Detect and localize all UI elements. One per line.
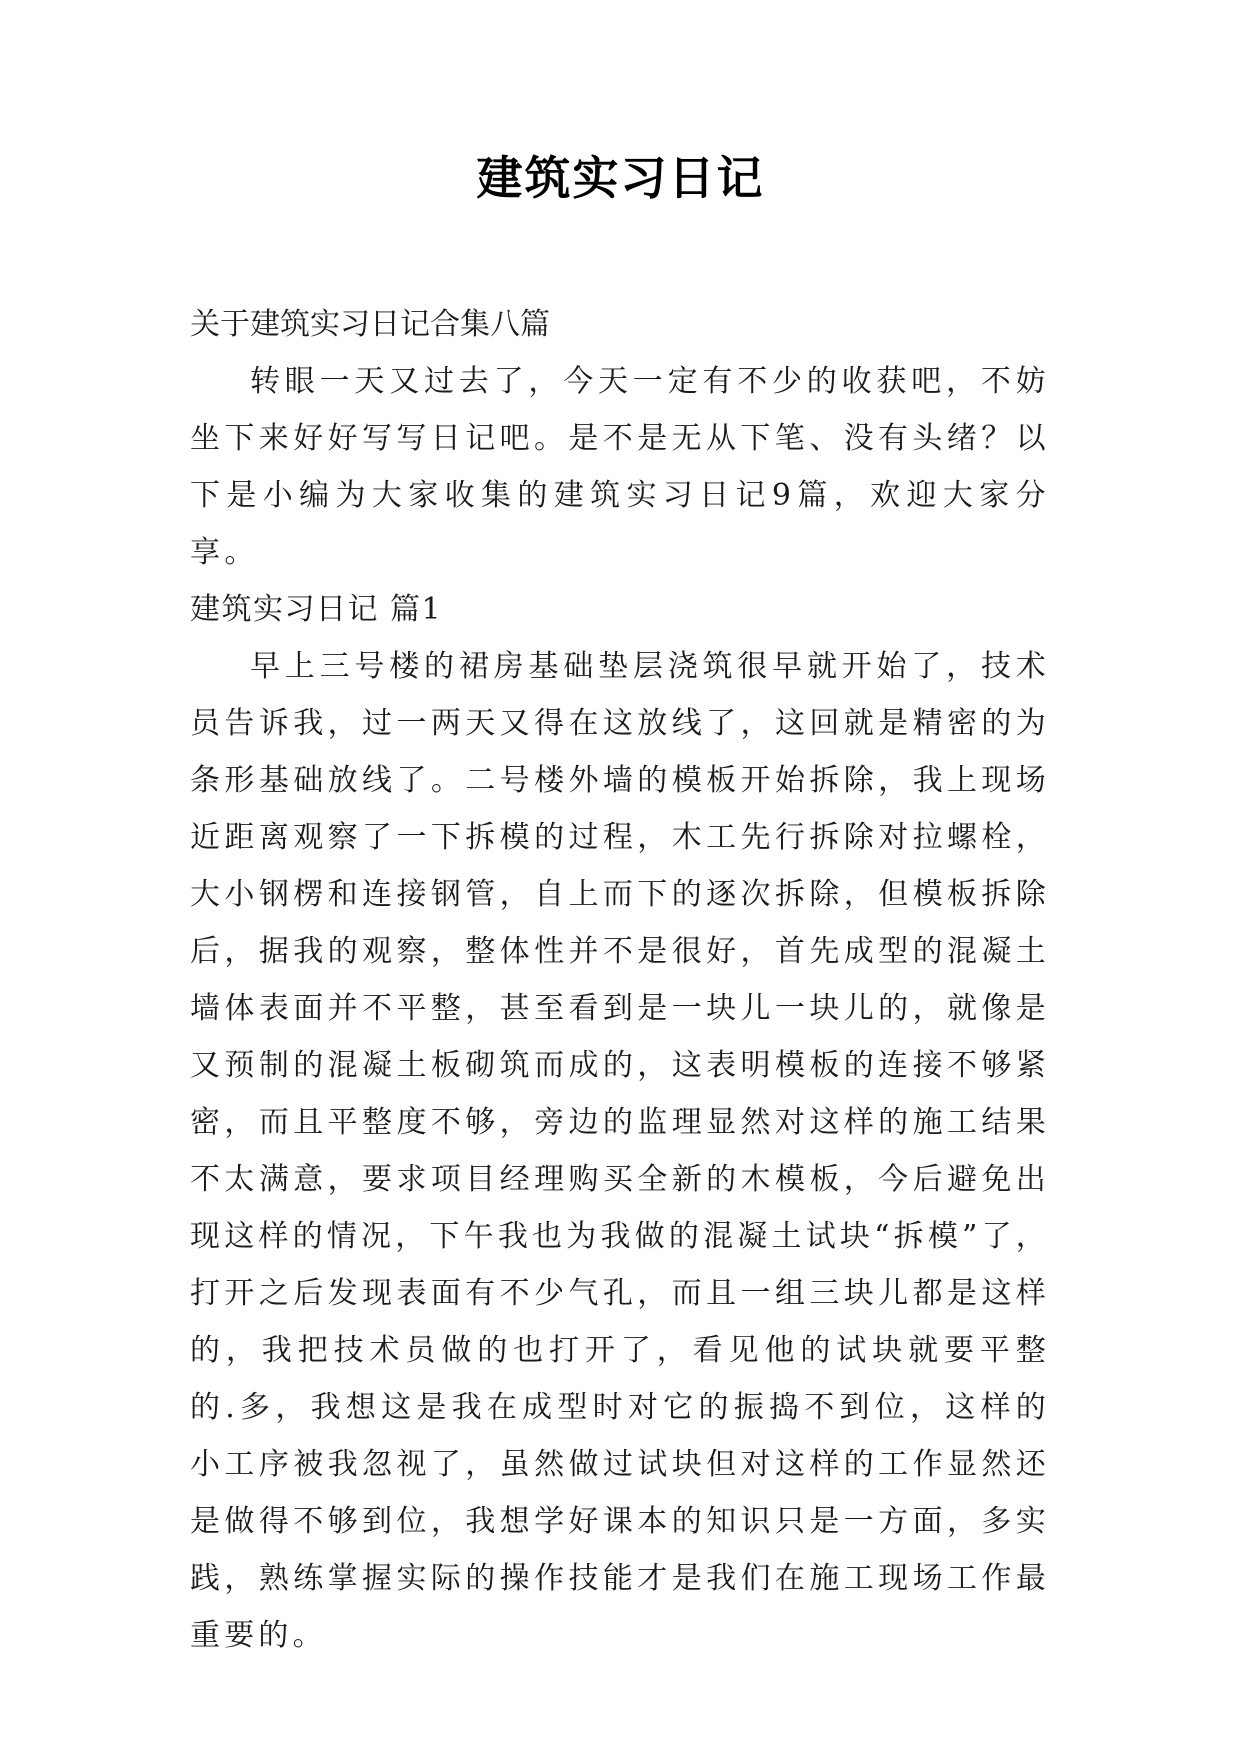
document-subtitle: 关于建筑实习日记合集八篇 bbox=[190, 307, 550, 342]
intro-paragraph: 转眼一天又过去了，今天一定有不少的收获吧，不妨坐下来好好写写日记吧。是不是无从下笔、没有头绪？以下是小编为大家收集的建筑实习日记9篇，欢迎大家分享。 bbox=[190, 364, 1050, 570]
section-paragraph: 早上三号楼的裙房基础垫层浇筑很早就开始了，技术员告诉我，过一两天又得在这放线了，这回就是精密的为条形基础放线了。二号楼外墙的模板开始拆除，我上现场近距离观察了一下拆模的过程，木工先行拆除对拉螺栓，大小钢楞和连接钢管，自上而下的逐次拆除，但模板拆除后，据我的观察，整体性并不是很好，首先成型的混凝土墙体表面并不平整，甚至看到是一块儿一块儿的，就像是又预制的混凝土板砌筑而成的，这表明模板的连接不够紧密，而且平整度不够，旁边的监理显然对这样的施工结果不太满意，要求项目经理购买全新的木模板，今后避免出现这样的情况，下午我也为我做的混凝土试块“拆模”了，打开之后发现表面有不少气孔，而且一组三块儿都是这样的，我把技术员做的也打开了，看见他的试块就要平整的.多，我想这是我在成型时对它的振捣不到位，这样的小工序被我忽视了，虽然做过试块但对这样的工作显然还是做得不够到位，我想学好课本的知识只是一方面，多实践，熟练掌握实际的操作技能才是我们在施工现场工作最重要的。 bbox=[190, 649, 1050, 1653]
document-title: 建筑实习日记 bbox=[476, 151, 765, 205]
section-heading: 建筑实习日记 篇1 bbox=[190, 592, 443, 627]
document-body bbox=[190, 296, 1050, 1664]
